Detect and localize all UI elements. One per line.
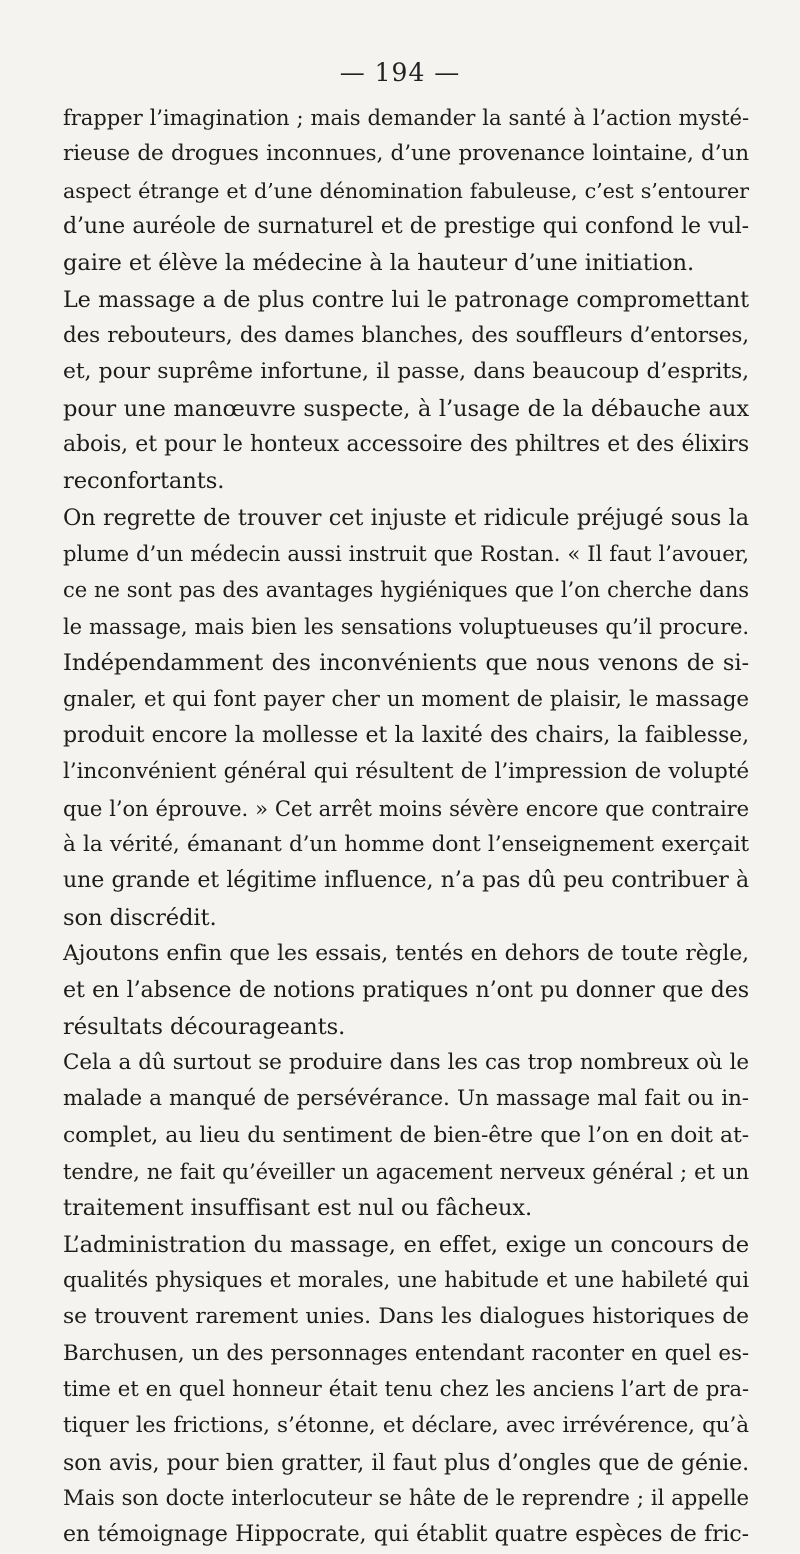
- text-line: produit encore la mollesse et la laxité des chairs, la faiblesse,: [63, 722, 749, 748]
- text-line: Barchusen, un des personnages entendant raconter en quel es-: [63, 1340, 749, 1366]
- text-line: Indépendamment des inconvénients que nous venons de si-: [63, 650, 749, 677]
- text-line: une grande et légitime influence, n’a pas dû peu contribuer à: [63, 868, 749, 894]
- page-number: — 194 —: [339, 58, 461, 87]
- text-line: aspect étrange et d’une dénomination fabuleuse, c’est s’entourer: [63, 178, 749, 203]
- text-line: et, pour suprême infortune, il passe, dans beaucoup d’esprits,: [63, 359, 749, 385]
- text-line: le massage, mais bien les sensations voluptueuses qu’il procure.: [63, 613, 749, 639]
- text-line: des rebouteurs, des dames blanches, des souffleurs d’entorses,: [63, 323, 749, 349]
- text-line: traitement insuffisant est nul ou fâcheux.: [63, 1195, 533, 1222]
- text-line: On regrette de trouver cet injuste et ridicule préjugé sous la: [63, 504, 749, 531]
- text-line: tiquer les frictions, s’étonne, et déclare, avec irrévérence, qu’à: [63, 1413, 749, 1439]
- text-line: gnaler, et qui font payer cher un moment de plaisir, le massage: [63, 686, 749, 712]
- text-line: gaire et élève la médecine à la hauteur d’une initiation.: [63, 250, 695, 277]
- text-line: en témoignage Hippocrate, qui établit quatre espèces de fric-: [63, 1522, 749, 1548]
- text-line: tendre, ne fait qu’éveiller un agacement nerveux général ; et un: [63, 1158, 749, 1184]
- text-line: que l’on éprouve. » Cet arrêt moins sévère encore que contraire: [63, 795, 749, 821]
- text-line: complet, au lieu du sentiment de bien-être que l’on en doit at-: [63, 1122, 749, 1148]
- text-line: abois, et pour le honteux accessoire des philtres et des élixirs: [63, 432, 749, 458]
- text-line: son discrédit.: [63, 904, 217, 931]
- body-text: [63, 100, 749, 1554]
- text-line: se trouvent rarement unies. Dans les dialogues historiques de: [63, 1304, 749, 1330]
- text-line: time et en quel honneur était tenu chez les anciens l’art de pra-: [63, 1377, 749, 1403]
- text-line: frapper l’imagination ; mais demander la santé à l’action mysté-: [63, 105, 749, 130]
- text-line: malade a manqué de persévérance. Un massage mal fait ou in-: [63, 1086, 749, 1112]
- text-line: d’une auréole de surnaturel et de prestige qui confond le vul-: [63, 214, 749, 240]
- text-line: à la vérité, émanant d’un homme dont l’enseignement exerçait: [63, 831, 749, 857]
- text-line: Cela a dû surtout se produire dans les cas trop nombreux où le: [63, 1049, 749, 1075]
- text-line: pour une manœuvre suspecte, à l’usage de la débauche aux: [63, 395, 749, 422]
- text-line: Ajoutons enfin que les essais, tentés en dehors de toute règle,: [63, 940, 749, 966]
- text-line: rieuse de drogues inconnues, d’une provenance lointaine, d’un: [63, 141, 749, 167]
- text-line: résultats décourageants.: [63, 1013, 346, 1040]
- text-line: Mais son docte interlocuteur se hâte de le reprendre ; il appelle: [63, 1486, 749, 1512]
- text-line: ce ne sont pas des avantages hygiéniques que l’on cherche dans: [63, 577, 749, 603]
- text-line: qualités physiques et morales, une habitude et une habileté qui: [63, 1268, 749, 1293]
- text-line: reconfortants.: [63, 468, 225, 495]
- text-line: Le massage a de plus contre lui le patronage compromettant: [63, 286, 749, 313]
- text-line: l’inconvénient général qui résultent de l’impression de volupté: [63, 759, 749, 785]
- text-line: plume d’un médecin aussi instruit que Rostan. « Il faut l’avouer,: [63, 541, 749, 567]
- text-line: son avis, pour bien gratter, il faut plus d’ongles que de génie.: [63, 1449, 749, 1476]
- text-line: L’administration du massage, en effet, exige un concours de: [63, 1231, 749, 1258]
- text-line: et en l’absence de notions pratiques n’ont pu donner que des: [63, 977, 749, 1004]
